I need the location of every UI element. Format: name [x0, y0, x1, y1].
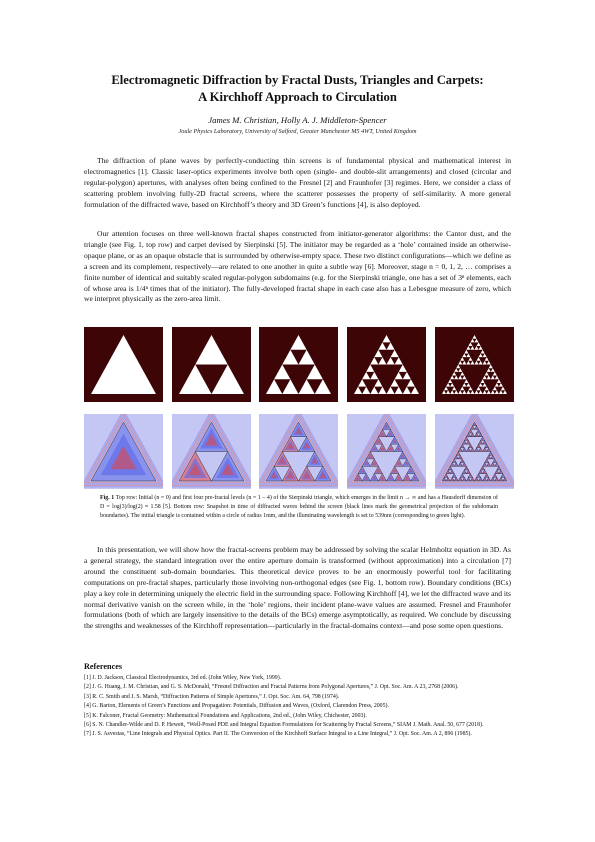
diffraction-panel-level-0 [84, 414, 163, 489]
authors: James M. Christian, Holly A. J. Middleton-Spencer [208, 115, 387, 125]
reference-item: [7] J. S. Asvestas, “Line Integrals and Physical Optics. Part II. The Conversion of the Kirchhoff Surface Integral to a Line Integral,” J. Opt. Soc. Am. A 2, 896 (1985). [84, 731, 472, 738]
diffraction-panel-level-1 [172, 414, 251, 489]
reference-item: [6] S. N. Chandler-Wilde and D. P. Hewett, “Well-Posed PDE and Integral Equation Formulations for Scattering by Fractal Screens,” SIAM J. Math. Anal. 50, 677 (2018). [84, 722, 484, 729]
title-line-1: Electromagnetic Diffraction by Fractal Dusts, Triangles and Carpets: [111, 73, 484, 87]
references-heading: References [84, 662, 123, 671]
title-line-2: A Kirchhoff Approach to Circulation [198, 90, 397, 104]
diffraction-pattern-image [347, 414, 426, 489]
figure-bottom-row [84, 414, 514, 489]
sierpinski-triangle-image [347, 327, 426, 402]
reference-item: [1] J. D. Jackson, Classical Electrodynamics, 3rd ed. (John Wiley, New York, 1999). [84, 675, 282, 681]
reference-item: [3] R. C. Smith and J. S. Marsh, “Diffraction Patterns of Simple Apertures,” J. Opt. Soc. Am. 64, 798 (1974). [84, 693, 340, 700]
diffraction-pattern-image [172, 414, 251, 489]
sierpinski-panel-level-1 [172, 327, 251, 402]
diffraction-pattern-image [435, 414, 514, 489]
sierpinski-triangle-image [172, 327, 251, 402]
diffraction-panel-level-4 [435, 414, 514, 489]
affiliation: Joule Physics Laboratory, University of Salford, Greater Manchester M5 4WT, United Kingdom [178, 128, 417, 135]
diffraction-pattern-image [259, 414, 338, 489]
paragraph-2: Our attention focuses on three well-known fractal shapes constructed from initiator-generator algorithms: the Cantor dust, and the triangle (see Fig. 1, top row) and carpet devised by Sierpinski [5]. The initiator may be regarded as a ‘hole’ contained inside an otherwise-opaque plane, or as an opaque obstacle that is surrounded by otherwise-empty space. These two distinct configurations—which we define as a screen and its complement, respectively—are related to one another in quite a subtle way [6]. Moreover, stage n = 0, 1, 2, … comprises a finite number of identical and suitably scaled regular-polygon subdomains (e.g. for the Sierpinski triangle, one has a set of 3ⁿ elements, each of whose area is 1/4ⁿ times that of the initiator). The fully-developed fractal shape in each case also has a Lebesgue measure of zero, which we interpret physically as the zero-area limit. [84, 229, 511, 304]
diffraction-pattern-image [84, 414, 163, 489]
sierpinski-panel-level-4 [435, 327, 514, 402]
sierpinski-panel-level-0 [84, 327, 163, 402]
sierpinski-triangle-image [259, 327, 338, 402]
sierpinski-triangle-image [84, 327, 163, 402]
figure-caption-text: Top row: Initial (n = 0) and first four pre-fractal levels (n = 1 – 4) of the Sierpinski triangle, which emerges in the limit n → ∞ and has a Hausdorff dimension of D = log(3)/log(2) ≈ 1.58 [5]. Bottom row: Snapshot in time of diffracted waves behind the screen (black lines mark the geometrical projection of the subdomain boundaries). The initial triangle is contained within a circle of radius 1mm, and the illuminating wavelength is set to 539nm (corresponding to green light). [100, 495, 498, 519]
diffraction-panel-level-2 [259, 414, 338, 489]
reference-item: [5] K. Falconer, Fractal Geometry: Mathematical Foundations and Applications, 2nd ed., (John Wiley, Chichester, 2003). [84, 712, 367, 719]
reference-item: [4] G. Barton, Elements of Green’s Functions and Propagation: Potentials, Diffusion and Waves, (Oxford, Clarendon Press, 2005). [84, 703, 389, 710]
figure-label: Fig. 1 [100, 495, 115, 501]
reference-item: [2] J. G. Huang, J. M. Christian, and G. S. McDonald, “Fresnel Diffraction and Fractal Patterns from Polygonal Apertures,” J. Opt. Soc. Am. A 23, 2768 (2006). [84, 684, 459, 691]
diffraction-panel-level-3 [347, 414, 426, 489]
sierpinski-panel-level-2 [259, 327, 338, 402]
sierpinski-triangle-image [435, 327, 514, 402]
figure-caption [100, 494, 498, 521]
paragraph-3: In this presentation, we will show how the fractal-screens problem may be addressed by solving the scalar Helmholtz equation in 3D. As a general strategy, the standard integration over the entire aperture domain is transformed (without approximation) into a circulation [7] around the constituent sub-domain boundaries. This theoretical device proves to be an enormously powerful tool for facilitating computations on pre-fractal shapes, particularly those involving non-orthogonal edges (see Fig. 1, bottom row). Boundary conditions (BCs) play a key role in determining uniquely the electric field in the surrounding space. Following Kirchhoff [4], we let the diffracted wave and its normal derivative vanish on the screen while, in the ‘hole’ regions, their incident plane-wave values are assumed. Fresnel and Fraunhofer formulations (both of which are largely insensitive to the details of the BCs) emerge asymptotically, as required. We conclude by discussing the strengths and weaknesses of the Kirchhoff representation—particularly in the fractal-domains context—and pose some open questions. [84, 545, 511, 631]
figure-top-row [84, 327, 514, 402]
references-list [84, 674, 514, 740]
paper-title [40, 72, 555, 106]
paragraph-1: The diffraction of plane waves by perfectly-conducting thin screens is of fundamental physical and mathematical interest in electromagnetics [1]. Classic laser-optics experiments involve both open (single- and double-slit arrangements) and closed (circular and regular-polygon) apertures, with analyses often being confined to the Fresnel [2] and Fraunhofer [3] regimes. Here, we consider a class of scattering problem involving fully-2D fractal screens, where the scatterer possesses the property of self-similarity. A more general formulation of the diffracted wave, based on Kirchhoff’s theory and 3D Green’s functions [4], is also deployed. [84, 156, 511, 209]
sierpinski-panel-level-3 [347, 327, 426, 402]
